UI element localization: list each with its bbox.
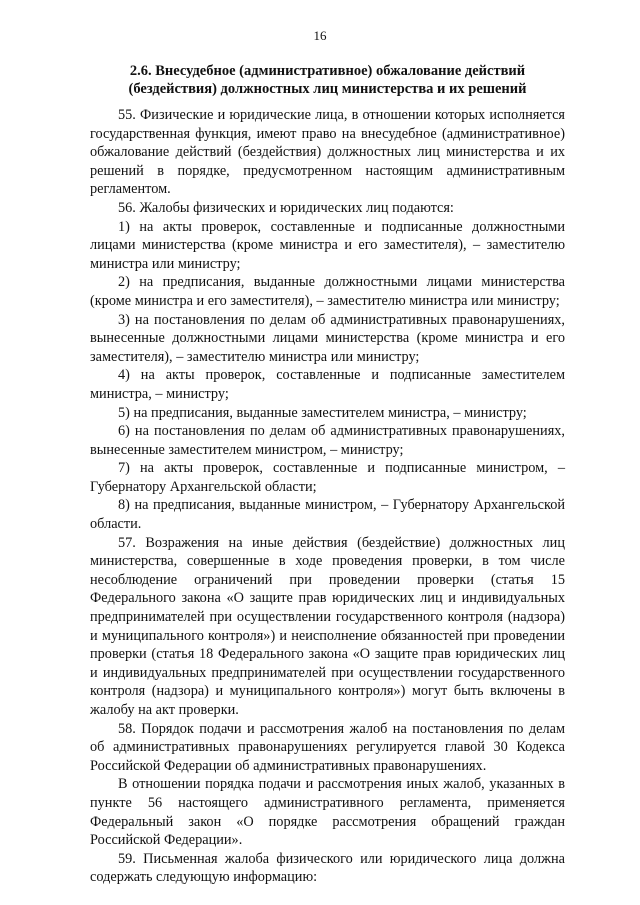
paragraph-58-continued: В отношении порядка подачи и рассмотрения иных жалоб, указанных в пункте 56 настоящего административного регламента, применяется Федеральный закон «О порядке рассмотрения обращений граждан Российской Федерации». bbox=[90, 776, 565, 849]
paragraph-55: 55. Физические и юридические лица, в отношении которых исполняется государственная функция, имеют право на внесудебное (административное) обжалование действий (бездействия) должностных лиц министерства и их решений в порядке, предусмотренном настоящим административным регламентом. bbox=[90, 107, 565, 198]
list-item-56-2: 2) на предписания, выданные должностными лицами министерства (кроме министра и его заместителя), – заместителю министра или министру; bbox=[90, 274, 565, 309]
list-item-56-5: 5) на предписания, выданные заместителем министра, – министру; bbox=[118, 404, 527, 421]
section-title bbox=[90, 62, 565, 98]
paragraph-59: 59. Письменная жалоба физического или юридического лица должна содержать следующую информацию: bbox=[90, 850, 565, 886]
list-item-56-1: 1) на акты проверок, составленные и подписанные должностными лицами министерства (кроме министра и его заместителя), – заместителю министра или министру; bbox=[90, 218, 565, 272]
paragraph-56: 56. Жалобы физических и юридических лиц подаются: bbox=[118, 199, 454, 216]
page-number: 16 bbox=[313, 28, 327, 43]
paragraph-58: 58. Порядок подачи и рассмотрения жалоб на постановления по делам об административных правонарушениях регулируется главой 30 Кодекса Российской Федерации об административных правонарушениях. bbox=[90, 720, 565, 774]
list-item-56-8: 8) на предписания, выданные министром, – Губернатору Архангельской области. bbox=[90, 497, 565, 533]
list-item-56-4: 4) на акты проверок, составленные и подписанные заместителем министра, – министру; bbox=[90, 367, 565, 402]
list-item-56-6: 6) на постановления по делам об административных правонарушениях, вынесенные заместителем министром, – министру; bbox=[90, 423, 565, 458]
section-title-line-2: (бездействия) должностных лиц министерства и их решений bbox=[128, 81, 527, 97]
list-item-56-7: 7) на акты проверок, составленные и подписанные министром, – Губернатору Архангельской области; bbox=[90, 460, 565, 495]
section-title-line-1: 2.6. Внесудебное (административное) обжалование действий bbox=[129, 63, 526, 79]
list-item-56-3: 3) на постановления по делам об административных правонарушениях, вынесенные должностными лицами министерства (кроме министра и его заместителя), – заместителю министра или министру; bbox=[90, 311, 565, 365]
document-body bbox=[90, 106, 565, 887]
paragraph-57: 57. Возражения на иные действия (бездействие) должностных лиц министерства, совершенные в ходе проведения проверки, в том числе несоблюдение ограничений при проведении проверки (статья 15 Федерального закона «О защите прав юридических лиц и индивидуальных предпринимателей при осуществлении государственного контроля (надзора) и муниципального контроля») и неисполнение обязанностей при проведении проверки (статья 18 Федерального закона «О защите прав юридических лиц и индивидуальных предпринимателей при осуществлении государственного контроля (надзора) и муниципального контроля») могут быть включены в жалобу на акт проверки. bbox=[90, 534, 565, 718]
